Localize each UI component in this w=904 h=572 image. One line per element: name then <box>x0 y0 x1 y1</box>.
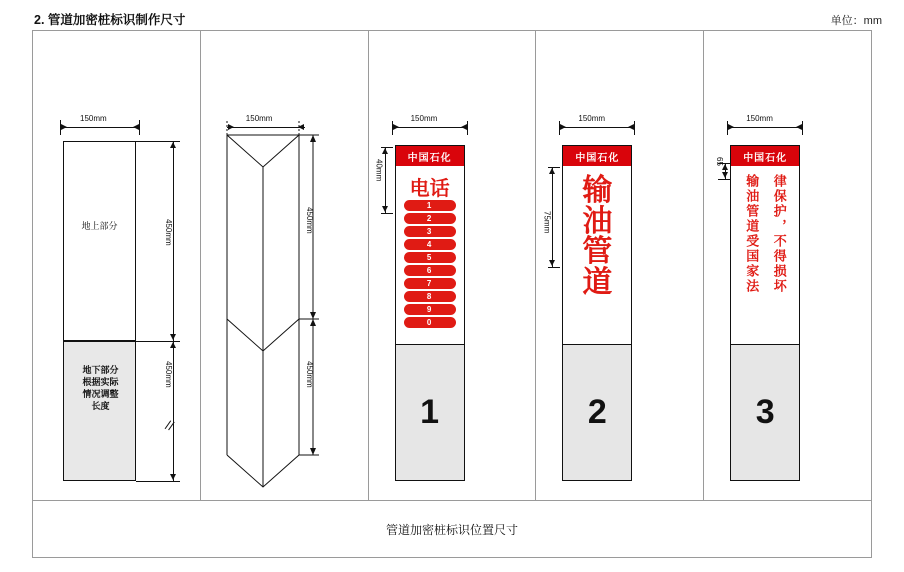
sign2-dim-band-label: 75mm <box>542 211 552 234</box>
sign1-cap-text: 中国石化 <box>396 146 464 166</box>
dim-upper-arrow-top <box>170 142 176 148</box>
dim-upper-line <box>173 141 174 341</box>
sign3-foot-number: 3 <box>731 344 799 480</box>
dim-width-tick-right <box>139 120 140 135</box>
sign1-title: 电话 <box>409 178 450 200</box>
sign2-title-char: 管 <box>582 235 613 269</box>
iso-dim-lower-label: 450mm <box>304 361 314 388</box>
sign1-foot-number: 1 <box>396 344 464 480</box>
dim-lower-arrow-bottom <box>170 474 176 480</box>
dim-upper-arrow-bottom <box>170 334 176 340</box>
sign1-dim-band-tick-bottom <box>381 213 393 214</box>
sign1-dim-band-arrow-bottom <box>382 206 388 212</box>
sign2-dim-band-line <box>552 167 553 267</box>
sign2-dim-tick-right <box>634 121 635 135</box>
sign2-dim-width-line <box>559 127 635 128</box>
dim-upper-label: 450mm <box>164 219 173 246</box>
iso-dim-width-label: 150mm <box>245 114 273 123</box>
post-above-ground-label: 地上部分 <box>81 221 118 231</box>
phone-digit-pill: 8 <box>404 291 456 302</box>
sign2-dim-arrow-right <box>628 124 634 130</box>
dim-lower-line <box>173 341 174 481</box>
column-elevation <box>33 31 201 501</box>
sign2-dim-arrow-left <box>560 124 566 130</box>
sign3-cap-text: 中国石化 <box>731 146 799 166</box>
sign2-dim-band-arrow-top <box>549 168 555 174</box>
sign-board-3 <box>730 145 800 481</box>
page-title: 2. 管道加密桩标识制作尺寸 <box>34 13 186 27</box>
sign1-dim-band-line <box>385 147 386 213</box>
sign2-cap-text: 中国石化 <box>563 146 631 166</box>
sign2-title-block <box>563 176 631 298</box>
sign1-dim-width-line <box>392 127 468 128</box>
column-isometric <box>201 31 369 501</box>
dim-lower-arrow-top <box>170 342 176 348</box>
diagram-frame <box>32 30 872 558</box>
isometric-drawing <box>201 31 371 501</box>
sign3-text-column-left: 输油管道受国家法 <box>744 174 760 294</box>
sign3-dim-tick-right <box>802 121 803 135</box>
column-sign-3 <box>704 31 871 501</box>
sign2-title-char: 输 <box>582 174 613 207</box>
column-sign-1 <box>369 31 537 501</box>
sign1-dim-width-label: 150mm <box>410 114 438 123</box>
phone-digit-pill: 3 <box>404 226 456 237</box>
sign-board-1 <box>395 145 465 481</box>
caption-bar <box>33 500 871 557</box>
sign1-dim-band-label: 40mm <box>374 159 384 182</box>
sign3-dim-width-line <box>727 127 803 128</box>
sign3-dim-65-label: 65 <box>715 157 725 166</box>
sign2-dim-band-arrow-bottom <box>549 260 555 266</box>
sign3-dim-65-arrow-bottom <box>722 172 728 178</box>
sign-board-2 <box>562 145 632 481</box>
column-sign-2 <box>536 31 704 501</box>
sign2-foot-number: 2 <box>563 344 631 480</box>
iso-dim-upper-label: 450mm <box>304 207 314 234</box>
phone-digit-pill: 4 <box>404 239 456 250</box>
sign1-dim-arrow-left <box>393 124 399 130</box>
phone-digit-pill: 7 <box>404 278 456 289</box>
dim-width-label: 150mm <box>80 114 107 123</box>
phone-digit-pill: 1 <box>404 200 456 211</box>
dim-width-line <box>60 127 140 128</box>
break-mark: // <box>163 417 176 434</box>
sign3-dim-arrow-left <box>728 124 734 130</box>
sign1-dim-arrow-right <box>461 124 467 130</box>
sign2-dim-band-tick-bottom <box>548 267 560 268</box>
sign3-dim-width-label: 150mm <box>746 114 773 123</box>
sign1-dim-tick-right <box>467 121 468 135</box>
sign2-title-char: 道 <box>582 265 613 299</box>
sign3-dim-arrow-right <box>796 124 802 130</box>
dim-width-arrow-right <box>133 124 139 130</box>
header <box>34 10 882 30</box>
dim-width-arrow-left <box>61 124 67 130</box>
sign3-text-block <box>731 174 799 294</box>
sign1-dim-band-arrow-top <box>382 148 388 154</box>
phone-digit-pill: 9 <box>404 304 456 315</box>
phone-digit-pill: 2 <box>404 213 456 224</box>
sign2-dim-width-label: 150mm <box>578 114 606 123</box>
phone-digit-pill: 0 <box>404 317 456 328</box>
diagram-columns <box>33 31 871 501</box>
sign3-text-column-right: 律保护，不得损坏 <box>771 174 787 294</box>
caption-text: 管道加密桩标识位置尺寸 <box>385 522 518 537</box>
sign2-title-char: 油 <box>582 204 613 238</box>
phone-digit-pill: 5 <box>404 252 456 263</box>
sign1-phone-list <box>396 200 464 328</box>
phone-digit-pill: 6 <box>404 265 456 276</box>
post-below-ground <box>63 341 136 481</box>
post-below-ground-label: 地下部分根据实际情况调整长度 <box>82 365 119 412</box>
dim-lower-label: 450mm <box>164 361 173 388</box>
dim-lower-tick-bottom <box>136 481 180 482</box>
unit-label: 单位：mm <box>830 15 882 27</box>
post-above-ground <box>63 141 136 341</box>
